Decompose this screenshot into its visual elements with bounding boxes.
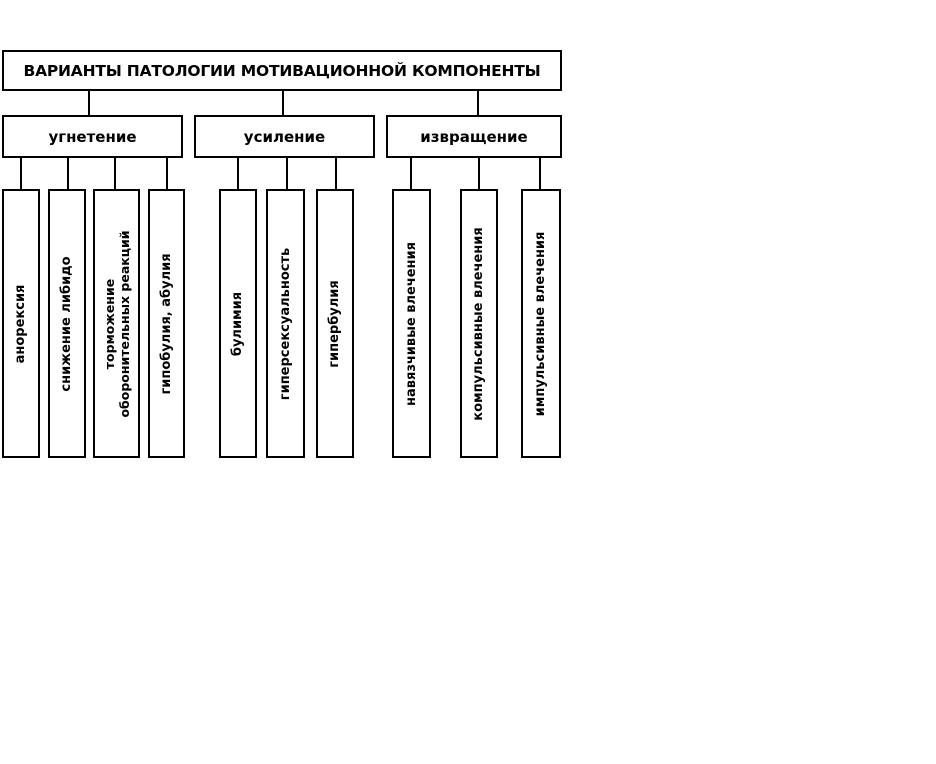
- title-connector-3: [477, 91, 479, 115]
- leaf-connector: [478, 158, 480, 189]
- leaf-connector: [539, 158, 541, 189]
- title-connector-1: [88, 91, 90, 115]
- category-label-inhibition: угнетение: [48, 127, 137, 146]
- leaf-label-hypobulia: гипобулия, абулия: [158, 252, 174, 395]
- leaf-label-line: торможение: [101, 278, 117, 369]
- leaf-connector: [410, 158, 412, 189]
- leaf-box-compulsive-drives: [460, 189, 498, 458]
- leaf-box-obsessive-drives: [392, 189, 431, 458]
- diagram-title: ВАРИАНТЫ ПАТОЛОГИИ МОТИВАЦИОННОЙ КОМПОНЕНТЫ: [23, 61, 541, 80]
- leaf-connector: [237, 158, 239, 189]
- category-box-perversion: [386, 115, 562, 158]
- category-label-perversion: извращение: [420, 127, 528, 146]
- leaf-box-reduced-libido: [48, 189, 86, 458]
- leaf-box-hypobulia: [148, 189, 185, 458]
- leaf-box-impulsive-drives: [521, 189, 561, 458]
- category-box-inhibition: [2, 115, 183, 158]
- leaf-connector: [114, 158, 116, 189]
- leaf-box-hypersexuality: [266, 189, 305, 458]
- leaf-label-compulsive-drives: компульсивные влечения: [471, 226, 486, 421]
- leaf-box-anorexia: [2, 189, 40, 458]
- title-connector-2: [282, 91, 284, 115]
- leaf-label-anorexia: анорексия: [13, 284, 28, 363]
- leaf-label-line: оборонительных реакций: [116, 229, 132, 418]
- leaf-label-obsessive-drives: навязчивые влечения: [403, 241, 419, 406]
- category-label-enhancement: усиление: [243, 127, 326, 146]
- leaf-connector: [20, 158, 22, 189]
- leaf-label-hyperbulia: гипербулия: [327, 279, 342, 368]
- leaf-label-impulsive-drives: импульсивные влечения: [533, 231, 548, 416]
- leaf-label-defensive-inhibition: [102, 230, 132, 417]
- leaf-connector: [67, 158, 69, 189]
- leaf-label-reduced-libido: снижение либидо: [59, 255, 74, 392]
- leaf-label-bulimia: булимия: [230, 291, 245, 356]
- leaf-connector: [335, 158, 337, 189]
- leaf-box-bulimia: [219, 189, 257, 458]
- leaf-label-hypersexuality: гиперсексуальность: [277, 247, 293, 400]
- diagram-title-box: [2, 50, 562, 91]
- leaf-connector: [286, 158, 288, 189]
- category-box-enhancement: [194, 115, 375, 158]
- leaf-box-hyperbulia: [316, 189, 354, 458]
- leaf-box-defensive-inhibition: [93, 189, 140, 458]
- leaf-connector: [166, 158, 168, 189]
